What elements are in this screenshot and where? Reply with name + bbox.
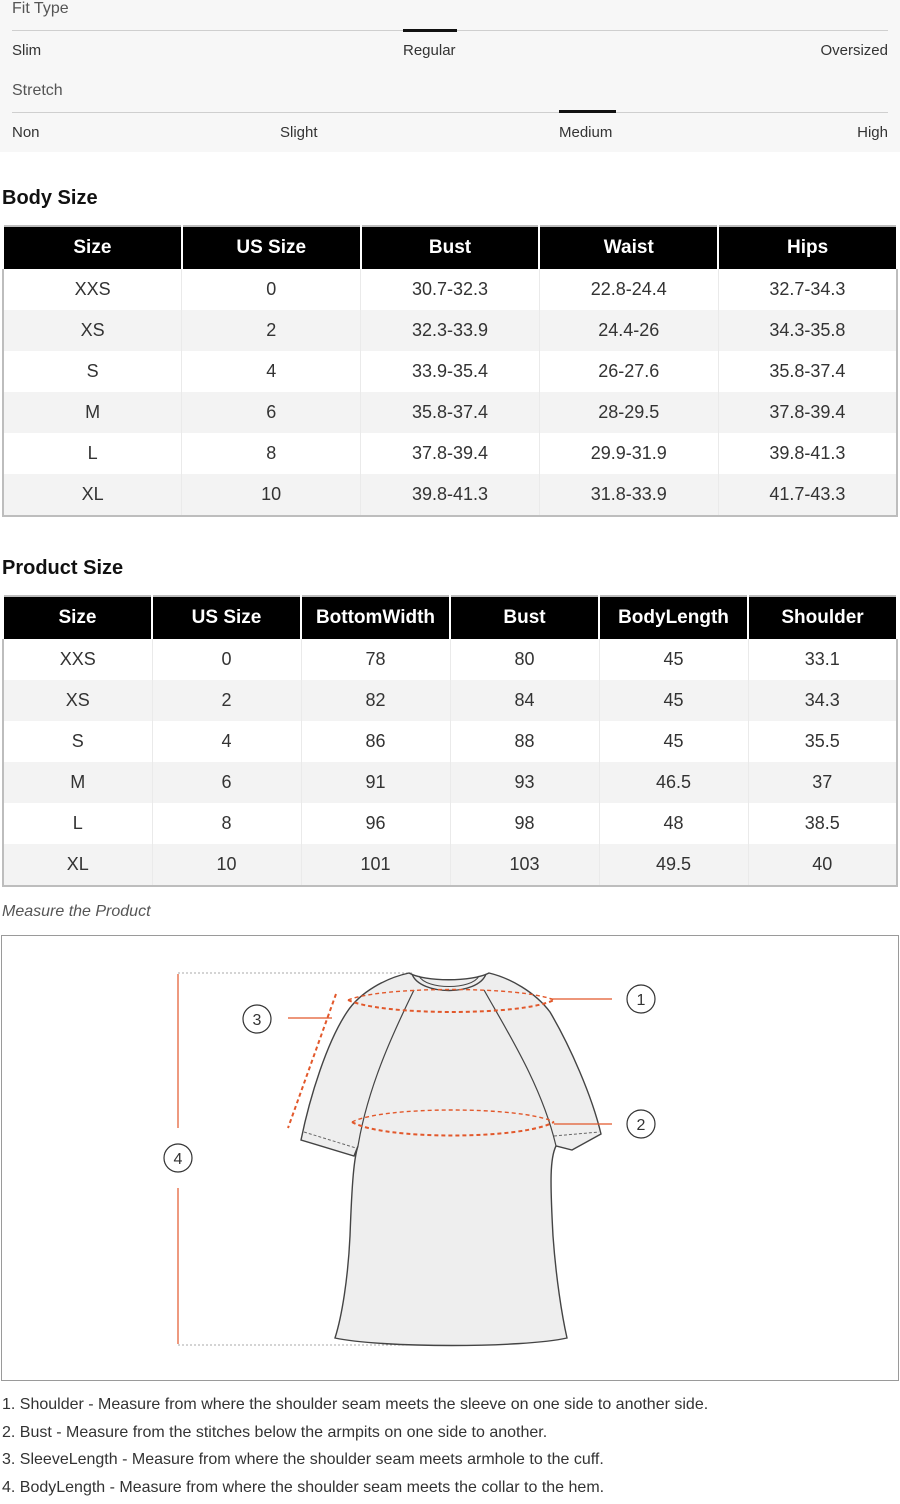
table-row — [3, 803, 897, 844]
table-cell: 101 — [301, 844, 450, 886]
fit-panel — [0, 0, 900, 152]
table-cell: 35.5 — [748, 721, 897, 762]
table-cell: 10 — [152, 844, 301, 886]
table-cell: M — [3, 392, 182, 433]
column-header: Bust — [361, 226, 540, 269]
product-size-title: Product Size — [2, 557, 123, 580]
table-cell: 39.8-41.3 — [718, 433, 897, 474]
table-cell: 91 — [301, 762, 450, 803]
column-header: Waist — [539, 226, 718, 269]
stretch-marker — [559, 110, 616, 113]
table-cell: 37.8-39.4 — [361, 433, 540, 474]
table-row — [3, 474, 897, 516]
table-cell: 80 — [450, 639, 599, 680]
note-body-length: 4. BodyLength - Measure from where the shoulder seam meets the collar to the hem. — [2, 1477, 892, 1504]
table-cell: 49.5 — [599, 844, 748, 886]
marker-1 — [627, 985, 655, 1013]
table-cell: 41.7-43.3 — [718, 474, 897, 516]
table-cell: XS — [3, 310, 182, 351]
table-cell: 45 — [599, 639, 748, 680]
marker-3 — [243, 1005, 271, 1033]
table-cell: 98 — [450, 803, 599, 844]
column-header: BodyLength — [599, 596, 748, 639]
table-cell: 29.9-31.9 — [539, 433, 718, 474]
tshirt-outline — [301, 973, 601, 1346]
column-header: Size — [3, 226, 182, 269]
table-cell: XS — [3, 680, 152, 721]
marker-4-label: 4 — [174, 1151, 183, 1168]
table-cell: 46.5 — [599, 762, 748, 803]
marker-3-label: 3 — [253, 1012, 262, 1029]
fit-option-slim: Slim — [12, 42, 41, 59]
table-cell: 33.1 — [748, 639, 897, 680]
table-cell: 0 — [182, 269, 361, 310]
stretch-scale — [12, 112, 888, 113]
table-cell: 37.8-39.4 — [718, 392, 897, 433]
stretch-option-slight: Slight — [280, 124, 318, 141]
table-cell: 82 — [301, 680, 450, 721]
table-cell: 8 — [182, 433, 361, 474]
table-cell: 103 — [450, 844, 599, 886]
stretch-option-non: Non — [12, 124, 40, 141]
table-cell: M — [3, 762, 152, 803]
marker-2 — [627, 1110, 655, 1138]
table-cell: 78 — [301, 639, 450, 680]
column-header: US Size — [152, 596, 301, 639]
tshirt-diagram — [2, 936, 898, 1380]
table-cell: 86 — [301, 721, 450, 762]
table-row — [3, 310, 897, 351]
table-row — [3, 721, 897, 762]
column-header: Size — [3, 596, 152, 639]
table-cell: 2 — [152, 680, 301, 721]
table-cell: 26-27.6 — [539, 351, 718, 392]
table-cell: 31.8-33.9 — [539, 474, 718, 516]
table-cell: XL — [3, 474, 182, 516]
table-cell: S — [3, 721, 152, 762]
table-cell: 40 — [748, 844, 897, 886]
table-header-row — [3, 226, 897, 269]
table-cell: 4 — [182, 351, 361, 392]
table-cell: 32.3-33.9 — [361, 310, 540, 351]
marker-1-label: 1 — [637, 992, 646, 1009]
table-cell: S — [3, 351, 182, 392]
table-row — [3, 392, 897, 433]
table-cell: 39.8-41.3 — [361, 474, 540, 516]
table-cell: 35.8-37.4 — [361, 392, 540, 433]
table-cell: 38.5 — [748, 803, 897, 844]
column-header: Bust — [450, 596, 599, 639]
table-row — [3, 844, 897, 886]
measure-diagram — [1, 935, 899, 1381]
table-cell: 33.9-35.4 — [361, 351, 540, 392]
table-cell: 4 — [152, 721, 301, 762]
table-cell: L — [3, 803, 152, 844]
table-cell: 48 — [599, 803, 748, 844]
table-cell: 45 — [599, 680, 748, 721]
table-cell: 6 — [182, 392, 361, 433]
table-cell: 93 — [450, 762, 599, 803]
table-cell: 88 — [450, 721, 599, 762]
note-shoulder: 1. Shoulder - Measure from where the shoulder seam meets the sleeve on one side to another side. — [2, 1394, 892, 1422]
table-cell: 37 — [748, 762, 897, 803]
column-header: US Size — [182, 226, 361, 269]
column-header: Hips — [718, 226, 897, 269]
table-cell: XXS — [3, 269, 182, 310]
stretch-option-medium: Medium — [559, 124, 612, 141]
measure-notes — [2, 1394, 892, 1504]
product-size-table — [2, 595, 898, 887]
table-cell: 96 — [301, 803, 450, 844]
table-cell: 34.3-35.8 — [718, 310, 897, 351]
table-row — [3, 433, 897, 474]
note-bust: 2. Bust - Measure from the stitches below the armpits on one side to another. — [2, 1422, 892, 1450]
table-cell: 6 — [152, 762, 301, 803]
table-cell: 45 — [599, 721, 748, 762]
table-cell: 30.7-32.3 — [361, 269, 540, 310]
fit-type-label: Fit Type — [12, 0, 69, 18]
table-cell: 24.4-26 — [539, 310, 718, 351]
tshirt-icon — [301, 973, 601, 1346]
table-row — [3, 639, 897, 680]
table-cell: 32.7-34.3 — [718, 269, 897, 310]
table-row — [3, 269, 897, 310]
table-cell: 10 — [182, 474, 361, 516]
table-cell: XL — [3, 844, 152, 886]
table-header-row — [3, 596, 897, 639]
table-row — [3, 351, 897, 392]
table-row — [3, 680, 897, 721]
table-cell: 22.8-24.4 — [539, 269, 718, 310]
body-size-title: Body Size — [2, 187, 98, 210]
note-sleeve-length: 3. SleeveLength - Measure from where the shoulder seam meets armhole to the cuff. — [2, 1449, 892, 1477]
table-cell: 8 — [152, 803, 301, 844]
table-cell: 84 — [450, 680, 599, 721]
marker-4 — [164, 1144, 192, 1172]
stretch-label: Stretch — [12, 82, 63, 100]
table-cell: L — [3, 433, 182, 474]
body-size-table — [2, 225, 898, 517]
table-cell: 34.3 — [748, 680, 897, 721]
table-cell: 28-29.5 — [539, 392, 718, 433]
fit-option-oversized: Oversized — [820, 42, 888, 59]
column-header: BottomWidth — [301, 596, 450, 639]
measure-caption: Measure the Product — [2, 903, 151, 921]
table-cell: 2 — [182, 310, 361, 351]
marker-2-label: 2 — [637, 1117, 646, 1134]
stretch-option-high: High — [857, 124, 888, 141]
fit-type-marker — [403, 29, 457, 32]
table-cell: XXS — [3, 639, 152, 680]
table-cell: 35.8-37.4 — [718, 351, 897, 392]
column-header: Shoulder — [748, 596, 897, 639]
fit-option-regular: Regular — [403, 42, 456, 59]
table-row — [3, 762, 897, 803]
table-cell: 0 — [152, 639, 301, 680]
